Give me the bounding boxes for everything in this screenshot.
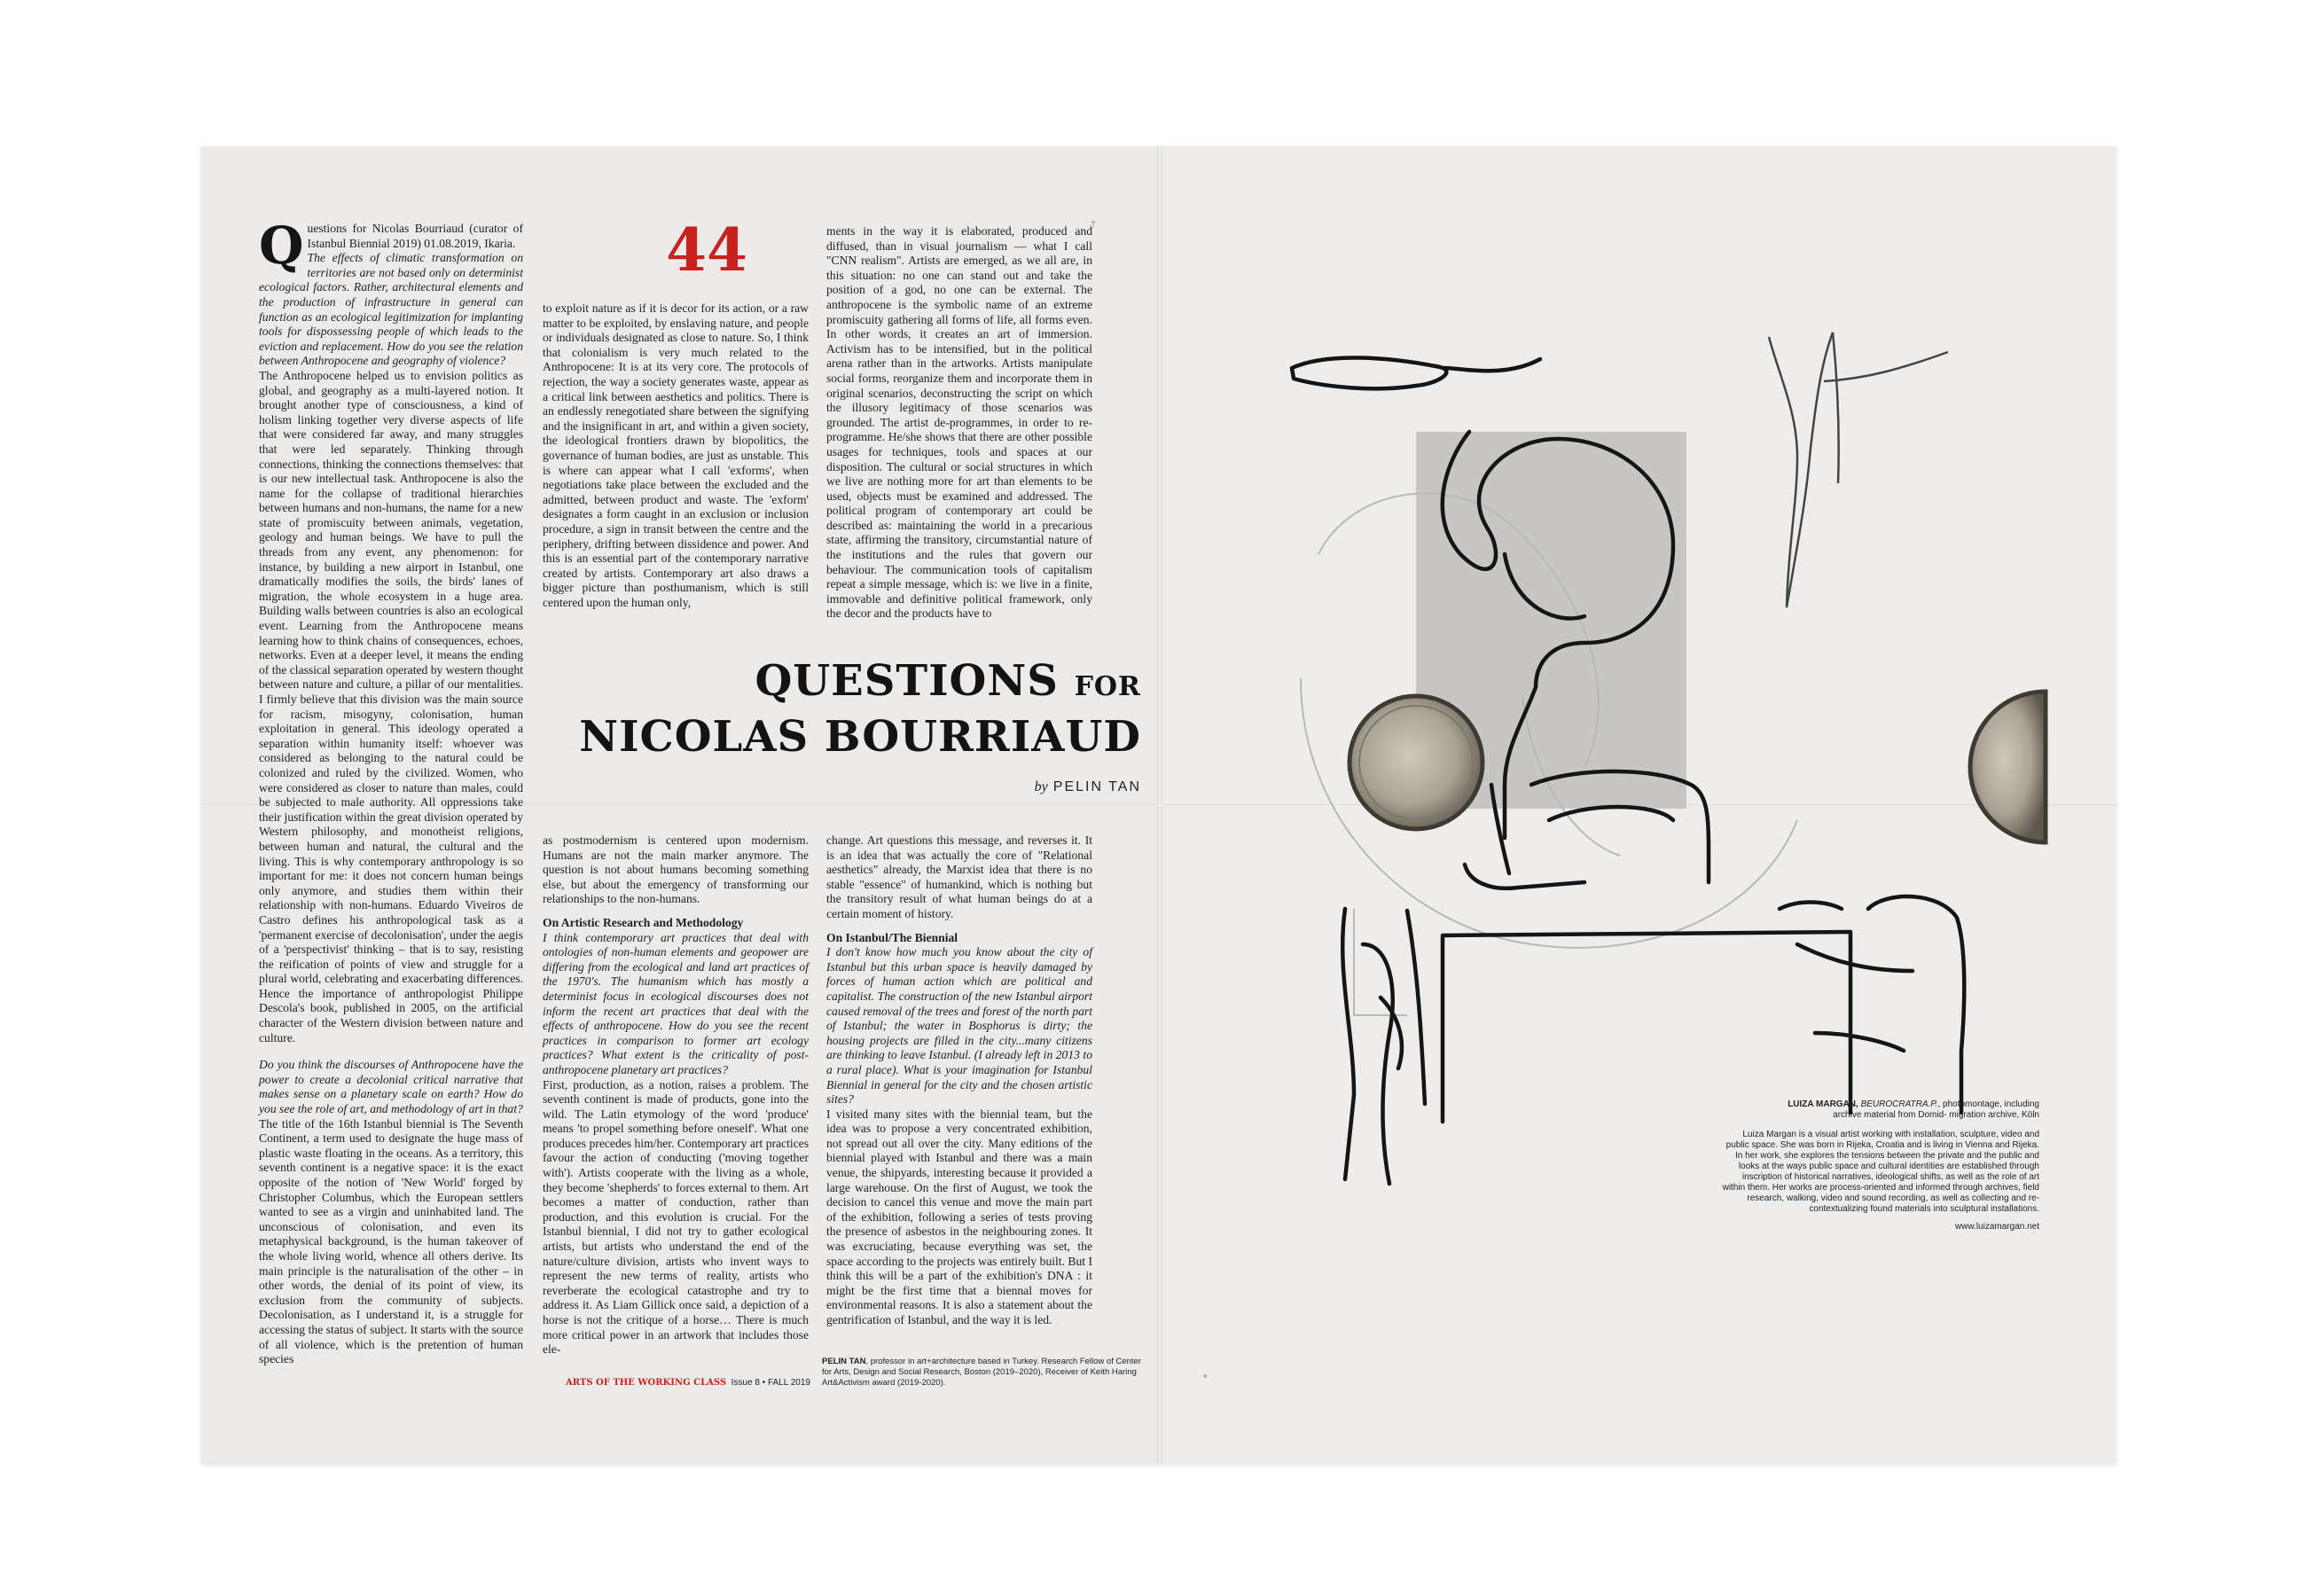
caption-artist: LUIZA MARGAN, (1788, 1099, 1858, 1109)
crop-mark: † (1091, 217, 1096, 230)
page-number: 44 (666, 215, 747, 285)
question-2: Do you think the discourses of Anthropocene have the power to create a decolonial critical narrative that makes sense on a planetary scale on earth? How do you see the role of art, and methodology of art in that? (259, 1058, 523, 1116)
column-3-bottom-para: change. Art questions this message, and reverses it. It is an idea that was actually the core of "Relational aesthetics" already, the Marxist idea that there is no stable "essence" of humankind, which is nothing but the transitory result of what human beings do at a certain moment of history. (826, 833, 1092, 920)
caption-work: BEUROCRATRA.P. (1860, 1099, 1938, 1109)
caption-about: Luiza Margan is a visual artist working with installation, sculpture, video and public space. She was born in Rijeka, Croatia and is living in Vienna and Rijeka. In her work, she explores the tensions between the private and the public and looks at the ways public space and cultural identities are established through inscription of historical narratives, ideological shifts, as well as the role of art within them. Her works are process-oriented and informed through archives, field research, walking, video and sound recording, as well as collecting and re-contextualizing found materials into sculptural installations. (1722, 1130, 2039, 1214)
footer-issue: Issue 8 • FALL 2019 (731, 1378, 810, 1388)
intro-text: uestions for Nicolas Bourriaud (curator of Istanbul Biennial 2019) 01.08.2019, Ikaria. (307, 222, 523, 250)
answer-4: I visited many sites with the biennial team, but the idea was to propose a very concentrated exhibition, not spread out all over the city. Many editions of the biennial played with Istanbul and there was a main venue, the shipyards, interesting because it provided a large warehouse. On the first of August, we took the decision to cancel this venue and move the main part of the exhibition, following a series of tests proving the presence of asbestos in the neighbouring zones. It was excruciating, because everything was set, the space according to the projects was entirely built. But I think this will be a part of the exhibition's DNA : it might be the first time that a biennal moves for environmental reasons. It is also a statement about the gentrification of Istanbul, and the way it is led. (826, 1107, 1092, 1326)
title-for: FOR (1074, 671, 1141, 702)
caption-desc-2: archive material from Domid- migration archive, Köln (1833, 1110, 2039, 1120)
bio-name: PELIN TAN (822, 1357, 866, 1366)
column-2-bottom-para: as postmodernism is centered upon modernism. Humans are not the main marker anymore. The question is not about humans becoming something else, but about the emergency of transforming our relationships to the non-humans. (543, 833, 809, 906)
column-3-top-text: ments in the way it is elaborated, produced and diffused, than in visual journalism — what I call "CNN realism". Artists are emerged, as we all are, in this situation: no one can stand out and take the position of a god, no one can be external. The anthropocene is the symbolic name of an extreme promiscuity gathering all forms of life, all forms even. In other words, it creates an art of immersion. Activism has to be intensified, but in the political arena rather than in the artworks. Artists manipulate social forms, reorganize them and incorporate them in original scenarios, deconstructing the script on which the illusory legitimacy of those scenarios was grounded. The artist de-programmes, in order to re-programme. He/she shows that there are other possible usages for techniques, tools and spaces at our disposition. The cultural or social structures in which we live are nothing more for art than elements to be used, objects must be examined and addressed. The political program of contemporary art could be described as: maintaining the world in a precarious state, affirming the transitory, circumstantial nature of the institutions and the rules that govern our behaviour. The communication tools of capitalism repeat a simple message, which is: we live in a finite, immovable and definitive political framework, only the decor and the products have to (826, 224, 1092, 621)
metal-disc-right (1970, 692, 2046, 842)
byline-author: PELIN TAN (1052, 779, 1141, 794)
footer-brand: ARTS OF THE WORKING CLASS (566, 1378, 727, 1388)
column-2-top-text: to exploit nature as if it is decor for its action, or a raw matter to be exploited, by enslaving nature, and people or individuals designated as close to nature. So, I think that colonialism is very much related to the Anthropocene: It is at its very core. The protocols of rejection, the way a society generates waste, appear as a critical link between aesthetics and politics. There is an endlessly renegotiated share between the signifying and the insignificant in art, and within a given society, the ideological frontiers drawn by biopolitics, the governance of human bodies, are just as unstable. This is where can appear what I call 'exforms', when negotiations take place between the excluded and the admitted, between product and waste. The 'exform' designates a form caught in an exclusion or inclusion procedure, a sign in transit between the centre and the periphery, drifting between dissidence and power. And this is an essential part of the contemporary narrative created by artists. Contemporary art also draws a bigger picture than posthumanism, which is still centered upon the human only, (543, 301, 809, 609)
section-heading-istanbul: On Istanbul/The Biennial (826, 930, 958, 944)
answer-2: The title of the 16th Istanbul biennial is The Seventh Continent, a term used to designate the huge mass of plastic waste floating in the oceans. As a territory, this seventh continent is a negative space: it is the exact opposite of the notion of 'New World' forged by Christopher Columbus, which the European settlers wanted to see as a virgin and uninhabited land. The unconscious of colonisation, and even its metaphysical background, is the human takeover of the whole living world, whence all others derive. Its main principle is the naturalisation of the other – in other words, the denial of its point of view, its exclusion from the community of subjects. Decolonisation, as I understand it, is a struggle for accessing the status of subject. It starts with the source of all violence, which is the pretention of human species (259, 1116, 523, 1366)
bio-text: , professor in art+architecture based in Turkey. Research Fellow of Center for Arts, Design and Social Research, Boston (2019–2020), Receiver of Keith Haring Art&Activism award (2019-2020). (822, 1357, 1142, 1388)
byline-by: by (1034, 779, 1048, 794)
answer-1: The Anthropocene helped us to envision politics as global, and geography as a multi-layered notion. It brought another type of consciousness, a kind of holism linking together very diverse aspects of life that were considered far away, and many struggles that were led separately. Thinking through connections, thinking the connections themselves: that is our new intellectual task. Anthropocene is also the name for the collapse of traditional hierarchies between humans and non-humans, the name for a new state of promiscuity between animals, vegetation, geology and human beings. We have to pull the threads from any event, any phenomenon: for instance, by building a new airport in Istanbul, one dramatically modifies the soils, the birds' lanes of migration, the whole ecosystem in a huge area. Building walls between countries is also an ecological event. Learning from the Anthropocene means learning how to think chains of consequences, echoes, networks. Even at a deeper level, it means the ending of the classical separation operated by western thought between nature and culture, a pillar of our mentalities. I firmly believe that this division was the main source for racism, misogyny, colonisation, human exploitation in general. This ideology operated a separation within humanity itself: whoever was considered as belonging to the natural could be colonized and ruled by the civilized. Women, who were considered as closer to nature than males, could be subjected to male authority. All oppressions take their justification within the great division operated by Western philosophy, and monotheist religions, between human and natural, the cultural and the living. This is why contemporary anthropology is so important for me: it does not concern human beings only anymore, and studies them within their relationship with non-humans. Eduardo Viveiros de Castro defines his anthropological task as a 'permanent exercise of decolonisation', under the aegis of a 'perspectivist' thinking – that is to say, resisting the reification of points of view and struggle for a plural world, celebrating and exacerbating differences. Hence the importance of anthropologist Philippe Descola's book, published in 2005, on the artificial character of the Western division between nature and culture. (259, 368, 523, 1044)
answer-3: First, production, as a notion, raises a problem. The seventh continent is made of products, gone into the wild. The Latin etymology of the word 'produce' means 'to propel something before oneself'. What one produces precedes him/her. Contemporary art practices favour the action of conducting ('moving together with'). Artists cooperate with the living as a whole, they become 'shepherds' to forces external to them. Art becomes a matter of conduction, rather than production, and this evolution is crucial. For the Istanbul biennial, I did not try to gather ecological artists, but artists who understand the end of the nature/culture division, artists who invent ways to represent the new terms of reality, artists who reverberate the ecological catastrophe and try to address it. As Liam Gillick once said, a depiction of a horse is not the critique of a horse… There is much more critical power in an artwork that includes those ele- (543, 1077, 809, 1357)
image-caption (1720, 1099, 2039, 1232)
section-heading-artistic-research: On Artistic Research and Methodology (543, 915, 744, 929)
line-drawing-illustration (201, 146, 2116, 1463)
question-1: The effects of climatic transformation on territories are not based only on determinist ecological factors. Rather, architectural elements and the production of infrastructure in general can function as an ecological legitimization for implanting tools for dispossessing people of which leads to the eviction and replacement. How do you see the relation between Anthropocene and geography of violence? (259, 251, 523, 368)
caption-url[interactable]: www.luizamargan.net (1954, 1222, 2039, 1232)
question-3: I think contemporary art practices that deal with ontologies of non-human elements and geopower are differing from the ecological and land art practices of the 1970's. The humanism which has mostly a determinist focus in ecological discourses does not inform the recent art practices that deal with the effects of anthropocene. How do you see the recent practices in comparison to former art ecology practices? What extent is the criticality of post-anthropocene planetary art practices? (543, 930, 809, 1076)
title-line-1: QUESTIONS (755, 656, 1059, 706)
caption-desc-1: , photomontage, including (1937, 1099, 2039, 1109)
drop-cap: Q (259, 215, 304, 276)
magazine-spread (201, 146, 2116, 1463)
question-4: I don't know how much you know about the city of Istanbul but this urban space is heavily damaged by forces of human action which are political and capitalist. The construction of the new Istanbul airport caused removal of the trees and forest of the north part of Istanbul; the water in Bosphorus is dirty; the housing projects are filled in the city...many citizens are thinking to leave Istanbul. (I already left in 2013 to a rural place). What is your imagination for Istanbul Biennial in general for the city and the chosen artistic sites? (826, 945, 1092, 1107)
title-line-2: NICOLAS BOURRIAUD (579, 712, 1141, 762)
metal-disc-left (1350, 696, 1483, 829)
crop-mark: • (1203, 1370, 1208, 1382)
